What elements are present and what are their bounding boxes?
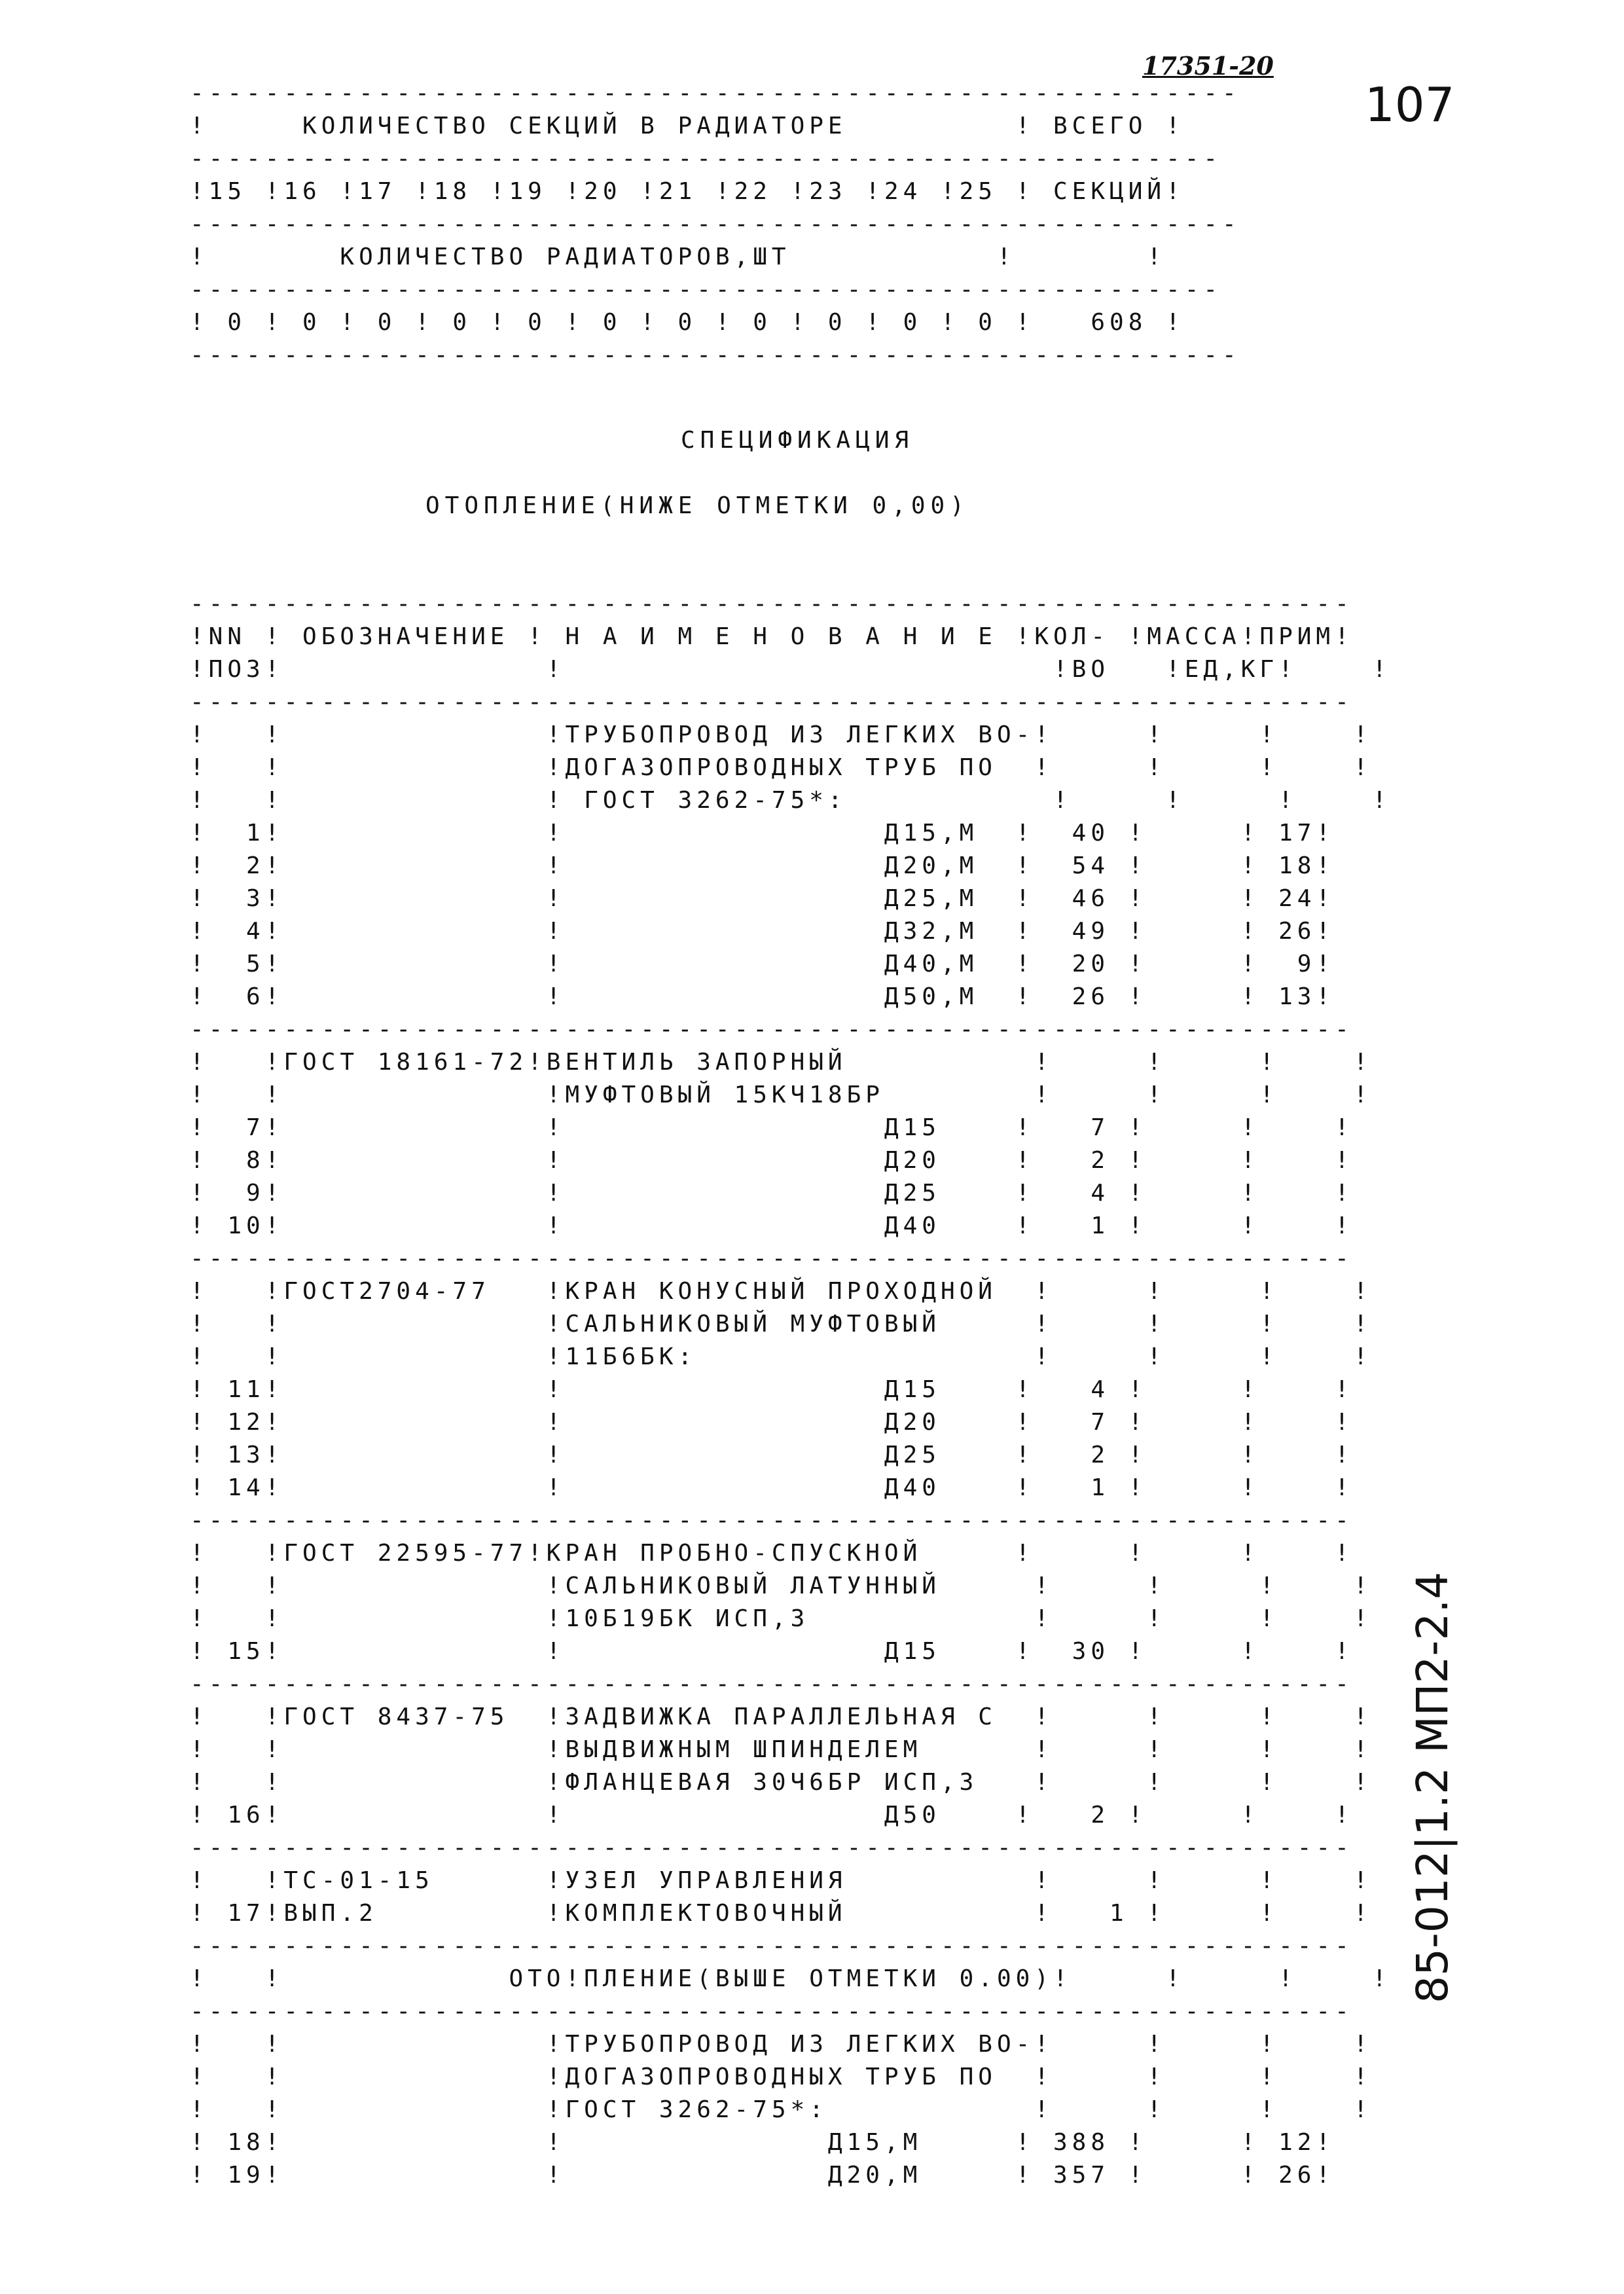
spec-table-line: !NN ! ОБОЗНАЧЕНИЕ ! Н А И М Е Н О В А Н И Е !КОЛ- !МАССА!ПРИМ! [190, 623, 1354, 650]
radiator-table-line: !15 !16 !17 !18 !19 !20 !21 !22 !23 !24 !25 ! СЕКЦИЙ! [190, 178, 1185, 205]
spec-table-line: ! 6! ! Д50,М ! 26 ! ! 13! [190, 983, 1335, 1010]
spec-table-line: ! ! ! ГОСТ 3262-75*: ! ! ! ! [190, 787, 1392, 814]
spec-table-line: -------------------------------------------------------------- [190, 1834, 1354, 1861]
spec-table-line: -------------------------------------------------------------- [190, 689, 1354, 716]
spec-table-line: ! ! !ГОСТ 3262-75*: ! ! ! ! [190, 2096, 1373, 2123]
spec-table-line: ! 9! ! Д25 ! 4 ! ! ! [190, 1180, 1354, 1207]
spec-table-line: -------------------------------------------------------------- [190, 1933, 1354, 1959]
spec-table-line: ! ! !10Б19БК ИСП,3 ! ! ! ! [190, 1605, 1373, 1632]
spec-table-line: ! 7! ! Д15 ! 7 ! ! ! [190, 1114, 1354, 1141]
spec-table-line: -------------------------------------------------------------- [190, 1016, 1354, 1043]
specification-table [190, 588, 1391, 2192]
radiator-table-line: ------------------------------------------------------- [190, 276, 1223, 303]
spec-table-line: -------------------------------------------------------------- [190, 1998, 1354, 2025]
spec-table-line: ! 10! ! Д40 ! 1 ! ! ! [190, 1212, 1354, 1239]
spec-table-line: ! ! !САЛЬНИКОВЫЙ МУФТОВЫЙ ! ! ! ! [190, 1311, 1373, 1338]
radiator-table-line: ! КОЛИЧЕСТВО РАДИАТОРОВ,ШТ ! ! [190, 244, 1166, 270]
spec-table-line: ! ! !ВЫДВИЖНЫМ ШПИНДЕЛЕМ ! ! ! ! [190, 1736, 1373, 1763]
spec-table-line: ! !ГОСТ 18161-72!ВЕНТИЛЬ ЗАПОРНЫЙ ! ! ! ! [190, 1049, 1373, 1076]
spec-table-line: ! !ГОСТ2704-77 !КРАН КОНУСНЫЙ ПРОХОДНОЙ ! ! ! ! [190, 1278, 1373, 1305]
spec-table-line: ! 14! ! Д40 ! 1 ! ! ! [190, 1474, 1354, 1501]
radiator-table-line: -------------------------------------------------------- [190, 80, 1241, 107]
spec-table-line: ! 2! ! Д20,М ! 54 ! ! 18! [190, 852, 1335, 879]
spec-table-line: ! ! ОТО!ПЛЕНИЕ(ВЫШЕ ОТМЕТКИ 0.00)! ! ! ! [190, 1965, 1392, 1992]
spec-table-line: ! 18! ! Д15,М ! 388 ! ! 12! [190, 2129, 1335, 2156]
spec-table-line: ! !ГОСТ 22595-77!КРАН ПРОБНО-СПУСКНОЙ ! ! ! ! [190, 1540, 1354, 1567]
spec-table-line: -------------------------------------------------------------- [190, 591, 1354, 617]
spec-table-line: ! 5! ! Д40,М ! 20 ! ! 9! [190, 951, 1335, 977]
spec-table-line: ! 11! ! Д15 ! 4 ! ! ! [190, 1376, 1354, 1403]
radiator-table-line: -------------------------------------------------------- [190, 342, 1241, 369]
spec-table-line: -------------------------------------------------------------- [190, 1671, 1354, 1698]
spec-table-line: ! 3! ! Д25,М ! 46 ! ! 24! [190, 885, 1335, 912]
spec-table-line: -------------------------------------------------------------- [190, 1245, 1354, 1272]
spec-table-line: ! 16! ! Д50 ! 2 ! ! ! [190, 1802, 1354, 1829]
radiator-table-line: -------------------------------------------------------- [190, 211, 1241, 238]
spec-table-line: ! !ГОСТ 8437-75 !ЗАДВИЖКА ПАРАЛЛЕЛЬНАЯ С ! ! ! ! [190, 1703, 1373, 1730]
spec-table-line: ! ! !ДОГАЗОПРОВОДНЫХ ТРУБ ПО ! ! ! ! [190, 754, 1373, 781]
spec-table-line: ! 15! ! Д15 ! 30 ! ! ! [190, 1638, 1354, 1665]
radiator-sections-table [190, 77, 1241, 372]
specification-subtitle: ОТОПЛЕНИЕ(НИЖЕ ОТМЕТКИ 0,00) [425, 492, 969, 519]
spec-table-line: -------------------------------------------------------------- [190, 1507, 1354, 1534]
spec-table-line: ! ! !ФЛАНЦЕВАЯ 30Ч6БР ИСП,3 ! ! ! ! [190, 1769, 1373, 1796]
spec-table-line: ! 1! ! Д15,М ! 40 ! ! 17! [190, 820, 1335, 847]
spec-table-line: ! 4! ! Д32,М ! 49 ! ! 26! [190, 918, 1335, 945]
spec-table-line: ! ! !ТРУБОПРОВОД ИЗ ЛЕГКИХ ВО-! ! ! ! [190, 721, 1373, 748]
page-number: 107 [1365, 77, 1455, 132]
radiator-table-line: ! 0 ! 0 ! 0 ! 0 ! 0 ! 0 ! 0 ! 0 ! 0 ! 0 ! 0 ! 608 ! [190, 309, 1185, 336]
radiator-table-line: ! КОЛИЧЕСТВО СЕКЦИЙ В РАДИАТОРЕ ! ВСЕГО ! [190, 113, 1185, 139]
spec-table-line: ! ! !САЛЬНИКОВЫЙ ЛАТУННЫЙ ! ! ! ! [190, 1573, 1373, 1599]
spec-table-line: ! ! !11Б6БК: ! ! ! ! [190, 1343, 1373, 1370]
document-number: 17351-20 [1142, 51, 1274, 81]
spec-table-line: ! ! !ТРУБОПРОВОД ИЗ ЛЕГКИХ ВО-! ! ! ! [190, 2031, 1373, 2058]
spec-table-line: ! 12! ! Д20 ! 7 ! ! ! [190, 1409, 1354, 1436]
specification-title: СПЕЦИФИКАЦИЯ [681, 427, 914, 454]
spec-table-line: ! !ТС-01-15 !УЗЕЛ УПРАВЛЕНИЯ ! ! ! ! [190, 1867, 1373, 1894]
spec-table-line: ! ! !МУФТОВЫЙ 15КЧ18БР ! ! ! ! [190, 1082, 1373, 1108]
radiator-table-line: ------------------------------------------------------- [190, 145, 1223, 172]
spec-table-line: ! 17!ВЫП.2 !КОМПЛЕКТОВОЧНЫЙ ! 1 ! ! ! [190, 1900, 1373, 1927]
spec-table-line: ! 19! ! Д20,М ! 357 ! ! 26! [190, 2162, 1335, 2189]
side-stamp-code: 85-012|1.2 МП2-2.4 [1407, 1571, 1458, 2003]
spec-table-line: !ПОЗ! ! !ВО !ЕД,КГ! ! [190, 656, 1392, 683]
spec-table-line: ! ! !ДОГАЗОПРОВОДНЫХ ТРУБ ПО ! ! ! ! [190, 2064, 1373, 2090]
spec-table-line: ! 13! ! Д25 ! 2 ! ! ! [190, 1442, 1354, 1468]
spec-table-line: ! 8! ! Д20 ! 2 ! ! ! [190, 1147, 1354, 1174]
